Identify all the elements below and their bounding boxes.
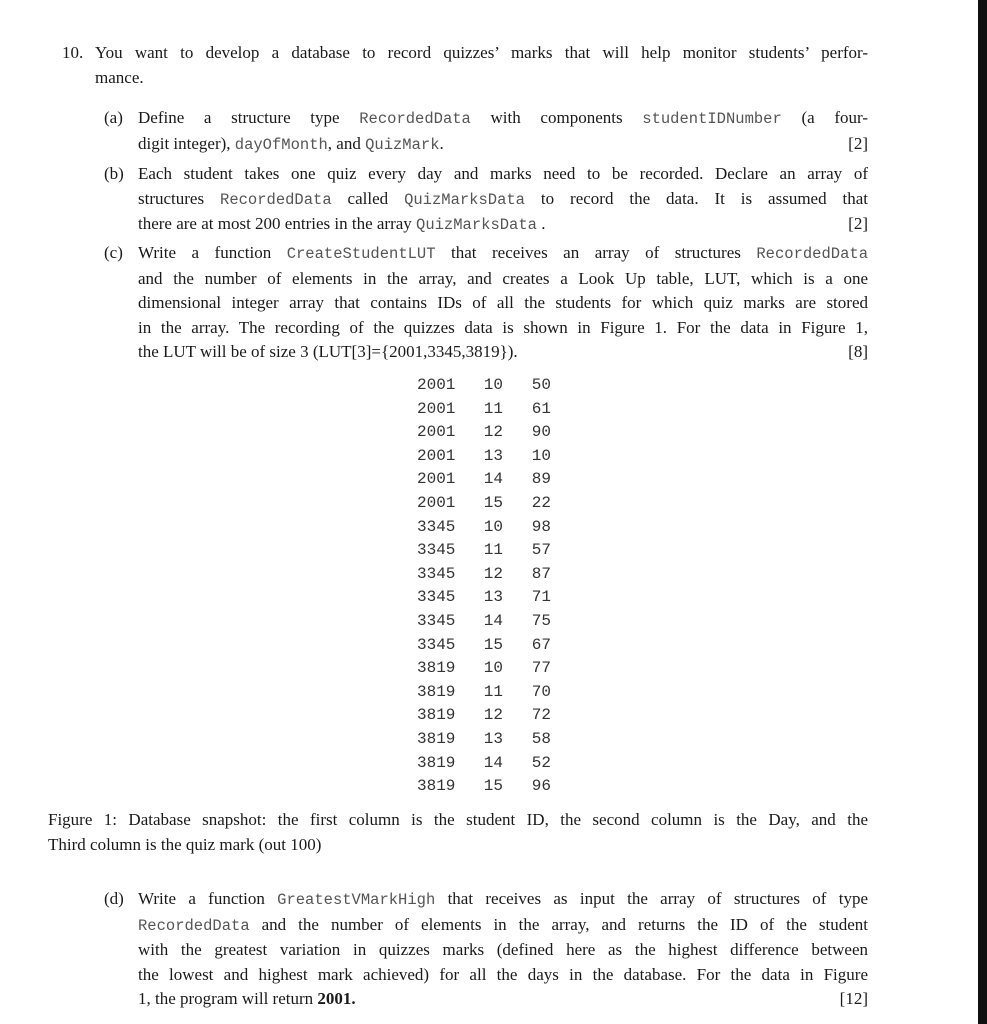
part-b-line-1: Each student takes one quiz every day and marks need to be recorded. Declare an array of [138, 164, 868, 183]
code-student-id: studentIDNumber [642, 110, 782, 128]
part-c-line-4: in the array. The recording of the quizzes data is shown in Figure 1. For the data in Figure 1, [138, 317, 868, 337]
student-id-cell: 3345 [417, 517, 456, 536]
question-number: 10. [62, 43, 84, 62]
table-row [417, 492, 551, 516]
student-id-cell: 2001 [417, 423, 456, 442]
code-greatest-vmark-high: GreatestVMarkHigh [277, 891, 436, 909]
student-id-cell: 3345 [417, 588, 456, 607]
day-cell: 10 [483, 376, 503, 394]
student-id-cell: 3819 [417, 659, 456, 678]
day-cell: 14 [483, 611, 503, 630]
day-cell: 13 [483, 588, 503, 607]
part-d-line-2 [138, 913, 868, 939]
code-recorded-data: RecordedData [138, 916, 250, 935]
day-cell: 14 [483, 470, 503, 489]
code-quiz-marks-data: QuizMarksData [416, 216, 537, 234]
text: there are at most 200 entries in the array [138, 214, 417, 233]
table-row [417, 421, 551, 445]
quiz-mark-cell: 70 [531, 682, 551, 701]
code-recorded-data: RecordedData [220, 190, 332, 209]
student-id-cell: 2001 [417, 399, 456, 418]
part-d-label: (d) [104, 889, 124, 908]
part-a-marks: [2] [848, 133, 868, 153]
question-intro [62, 41, 868, 90]
part-d-line-4: the lowest and highest mark achieved) for all the days in the database. For the data in Figure [138, 964, 868, 984]
table-row [417, 775, 551, 799]
quiz-mark-cell: 89 [531, 470, 551, 489]
day-cell: 10 [483, 517, 503, 536]
table-row [417, 398, 551, 422]
table-row [417, 610, 551, 634]
figure-caption [48, 808, 868, 857]
quiz-mark-cell: 22 [531, 493, 551, 512]
part-b-line-3 [138, 212, 868, 238]
table-row [417, 704, 551, 728]
student-id-cell: 3345 [417, 611, 456, 630]
database-rows [417, 374, 551, 799]
quiz-mark-cell: 98 [531, 517, 551, 536]
quiz-mark-cell: 10 [531, 446, 551, 465]
student-id-cell: 2001 [417, 446, 456, 465]
code-quiz-mark: QuizMark [365, 135, 440, 154]
part-c-line-3: dimensional integer array that contains IDs of all the students for which quiz marks are stored [138, 293, 868, 312]
student-id-cell: 3345 [417, 541, 456, 560]
quiz-mark-cell: 50 [531, 376, 551, 394]
quiz-mark-cell: 96 [531, 777, 551, 796]
student-id-cell: 3819 [417, 777, 456, 796]
text: that receives as input the array of structures of type [435, 889, 868, 908]
student-id-cell: 3819 [417, 729, 456, 748]
text: with components [470, 108, 643, 127]
table-row [417, 657, 551, 681]
table-row [417, 586, 551, 610]
text: (a four- [781, 108, 868, 127]
text: the LUT will be of size 3 (LUT[3]={2001,3345,3819}). [138, 342, 518, 361]
part-a [104, 106, 868, 157]
quiz-mark-cell: 67 [531, 635, 551, 654]
text: 1, the program will return [138, 989, 318, 1008]
part-a-label: (a) [104, 108, 123, 127]
day-cell: 12 [483, 564, 503, 583]
day-cell: 11 [483, 541, 503, 560]
day-cell: 12 [483, 423, 503, 442]
student-id-cell: 3345 [417, 635, 456, 654]
table-row [417, 374, 551, 398]
part-d-marks: [12] [839, 989, 868, 1008]
student-id-cell: 3819 [417, 706, 456, 725]
figure-caption-line-2: Third column is the quiz mark (out 100) [48, 834, 322, 854]
table-row [417, 681, 551, 705]
text: that receives an array of structures [435, 243, 757, 262]
quiz-mark-cell: 87 [531, 564, 551, 583]
table-row [417, 445, 551, 469]
student-id-cell: 3819 [417, 682, 456, 701]
day-cell: 13 [483, 446, 503, 465]
text: Write a function [138, 243, 287, 262]
part-d [104, 887, 868, 1012]
table-row [417, 752, 551, 776]
text: to record the data. It is assumed that [524, 188, 869, 208]
day-cell: 10 [483, 659, 503, 678]
part-d-line-3: with the greatest variation in quizzes marks (defined here as the highest difference between [138, 940, 868, 959]
student-id-cell: 3345 [417, 564, 456, 583]
day-cell: 15 [483, 635, 503, 654]
table-row [417, 634, 551, 658]
student-id-cell: 2001 [417, 470, 456, 489]
day-cell: 14 [483, 753, 503, 772]
part-b-marks: [2] [848, 214, 868, 233]
code-day-of-month: dayOfMonth [234, 135, 328, 154]
table-row [417, 563, 551, 587]
code-create-student-lut: CreateStudentLUT [286, 245, 436, 263]
quiz-mark-cell: 90 [531, 423, 551, 442]
quiz-mark-cell: 77 [531, 659, 551, 678]
answer-id: 2001. [317, 989, 356, 1008]
text: . [536, 214, 546, 233]
text: Write a function [138, 889, 278, 908]
text: called [331, 188, 405, 208]
figure-caption-line-1: Figure 1: Database snapshot: the first column is the student ID, the second column is the Day, and the [48, 810, 868, 829]
day-cell: 15 [483, 493, 503, 512]
intro-line-1: You want to develop a database to record quizzes’ marks that will help monitor students’ perfor- [95, 43, 868, 62]
part-c-line-2: and the number of elements in the array, and creates a Look Up table, LUT, which is a one [138, 268, 868, 288]
intro-line-2: mance. [95, 67, 144, 87]
part-b [104, 162, 868, 238]
page-edge [978, 0, 987, 1024]
student-id-cell: 2001 [417, 493, 456, 512]
quiz-mark-cell: 61 [531, 399, 551, 418]
part-a-line-2 [138, 132, 868, 158]
table-row [417, 539, 551, 563]
day-cell: 12 [483, 706, 503, 725]
text: Define a structure type [138, 108, 360, 127]
text: . [439, 133, 444, 153]
text: , and [327, 133, 366, 153]
quiz-mark-cell: 57 [531, 541, 551, 560]
student-id-cell: 2001 [417, 376, 456, 394]
database-snapshot-table [417, 374, 551, 799]
text: and the number of elements in the array, and returns the ID of the student [249, 914, 868, 934]
quiz-mark-cell: 58 [531, 729, 551, 748]
part-b-line-2 [138, 187, 868, 213]
code-recorded-data: RecordedData [756, 245, 868, 263]
part-c-marks: [8] [848, 342, 868, 361]
part-c-line-5 [138, 340, 868, 365]
table-row [417, 728, 551, 752]
day-cell: 13 [483, 729, 503, 748]
code-quiz-marks-data: QuizMarksData [404, 190, 525, 209]
day-cell: 11 [483, 399, 503, 418]
day-cell: 11 [483, 682, 503, 701]
quiz-mark-cell: 72 [531, 706, 551, 725]
part-c-line-1 [138, 241, 868, 267]
quiz-mark-cell: 71 [531, 588, 551, 607]
table-row [417, 468, 551, 492]
part-d-line-1 [138, 887, 868, 913]
text: structures [138, 188, 221, 208]
day-cell: 15 [483, 777, 503, 796]
part-a-line-1 [138, 106, 868, 132]
code-recorded-data: RecordedData [359, 110, 471, 128]
text: digit integer), [138, 133, 235, 153]
student-id-cell: 3819 [417, 753, 456, 772]
table-row [417, 516, 551, 540]
part-c-label: (c) [104, 243, 123, 262]
part-b-label: (b) [104, 164, 124, 183]
part-c [104, 241, 868, 365]
quiz-mark-cell: 75 [531, 611, 551, 630]
quiz-mark-cell: 52 [531, 753, 551, 772]
part-d-line-5 [138, 987, 868, 1012]
